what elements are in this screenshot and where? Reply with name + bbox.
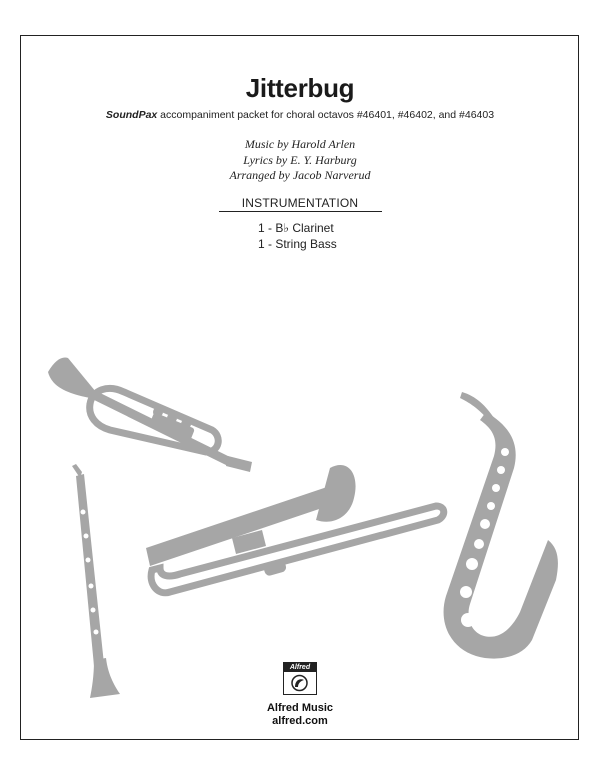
alfred-logo <box>283 662 317 695</box>
alfred-logo-text: Alfred <box>284 663 316 672</box>
saxophone-icon <box>444 392 558 659</box>
publisher-website[interactable]: alfred.com <box>272 715 328 727</box>
alfred-logo-mark-icon <box>288 674 311 692</box>
subtitle-text: accompaniment packet for choral octavos #46401, #46402, and #46403 <box>157 109 495 121</box>
trumpet-icon <box>48 358 252 472</box>
instrument-item: 1 - B♭ Clarinet <box>258 221 334 235</box>
clarinet-icon <box>72 464 120 698</box>
publisher-block <box>0 702 600 728</box>
subtitle-brand: SoundPax <box>105 109 158 121</box>
credit-arranger: Arranged by Jacob Narverud <box>229 168 371 182</box>
instrumentation-heading: INSTRUMENTATION <box>241 196 359 210</box>
trombone-icon <box>146 465 444 593</box>
page-title: Jitterbug <box>245 73 355 103</box>
credit-music: Music by Harold Arlen <box>244 137 356 151</box>
instrument-item: 1 - String Bass <box>258 236 337 251</box>
publisher-name: Alfred Music <box>266 702 333 714</box>
credit-lyrics: Lyrics by E. Y. Harburg <box>243 152 357 167</box>
